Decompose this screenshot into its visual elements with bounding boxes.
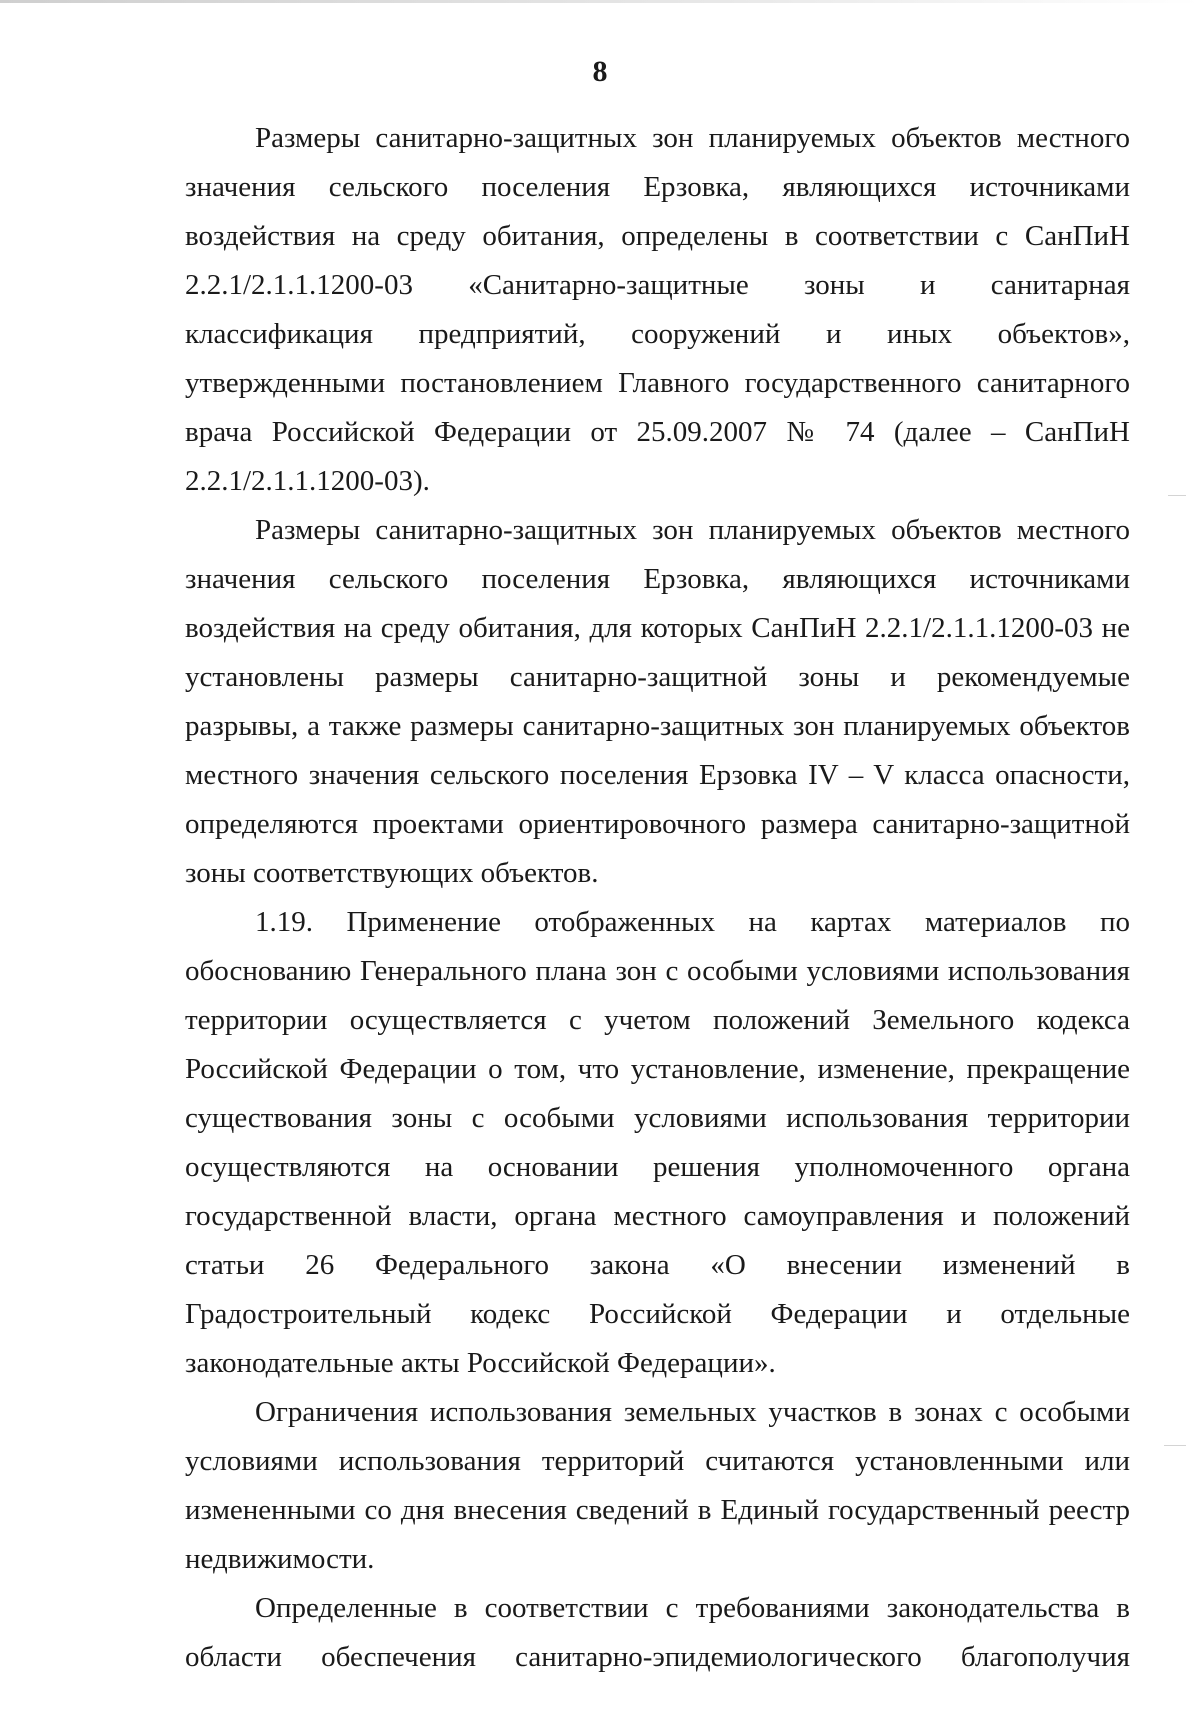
paragraph-sanitary-zones-projects: Размеры санитарно-защитных зон планируемых объектов местного значения сельского поселения Ерзовка, являющихся источниками воздействия на среду обитания, для которых СанПиН 2.2.1/2.1.1.1200-03 не установлены размеры санитарно-защитной зоны и рекомендуемые разрывы, а также размеры санитарно-защитных зон планируемых объектов местного значения сельского поселения Ерзовка IV – V класса опасности, определяются проектами ориентировочного размера санитарно-защитной зоны соответствующих объектов.: [185, 514, 1130, 889]
paragraph-land-use-restrictions: Ограничения использования земельных участков в зонах с особыми условиями использования территорий считаются установленными или измененными со дня внесения сведений в Единый государственный реестр недвижимости.: [185, 1396, 1130, 1575]
scan-edge-mark: [1164, 1445, 1186, 1446]
paragraph-sanitary-zones-sizes: Размеры санитарно-защитных зон планируемых объектов местного значения сельского поселения Ерзовка, являющихся источниками воздействия на среду обитания, определены в соответствии с СанПиН 2.2.1/2.1.1.1200-03 «Санитарно-защитные зоны и санитарная классификация предприятий, сооружений и иных объектов», утвержденными постановлением Главного государственного санитарного врача Российской Федерации от 25.09.2007 № 74 (далее – СанПиН 2.2.1/2.1.1.1200-03).: [185, 122, 1130, 497]
document-body: [185, 114, 1130, 1682]
paragraph-1-19-land-code: 1.19. Применение отображенных на картах материалов по обоснованию Генерального плана зон с особыми условиями использования территории осуществляется с учетом положений Земельного кодекса Российской Федерации о том, что установление, изменение, прекращение существования зоны с особыми условиями использования территории осуществляются на основании решения уполномоченного органа государственной власти, органа местного самоуправления и положений статьи 26 Федерального закона «О внесении изменений в Градостроительный кодекс Российской Федерации и отдельные законодательные акты Российской Федерации».: [185, 906, 1130, 1379]
scan-edge-top: [0, 0, 1200, 3]
page-number: 8: [592, 55, 608, 88]
paragraph-sanitary-welfare: Определенные в соответствии с требованиями законодательства в области обеспечения санитарно-эпидемиологического благополучия: [185, 1592, 1130, 1673]
scan-edge-mark: [1168, 495, 1186, 496]
